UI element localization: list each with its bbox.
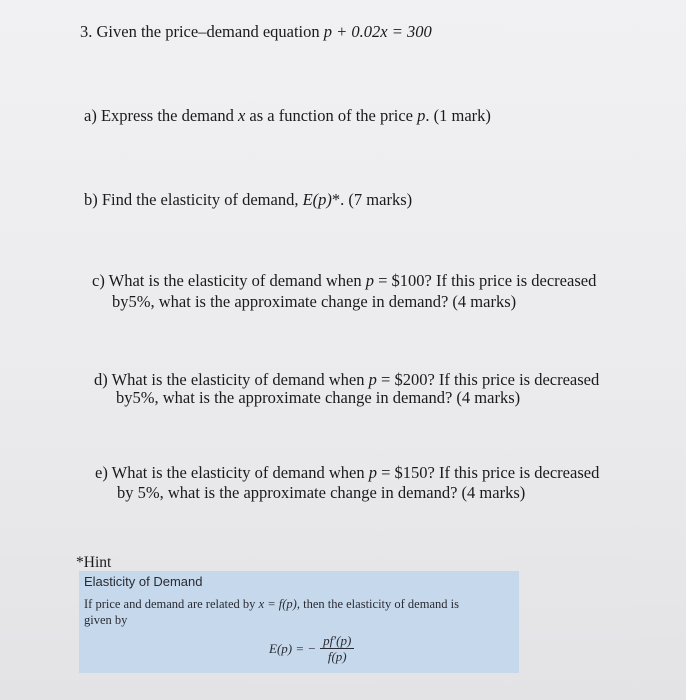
part-d-label: d) [94,370,108,389]
part-e-expr: p [368,463,377,482]
hint-relation: x = f(p) [258,597,297,611]
part-c-expr: p [365,271,374,290]
part-a-var-x: x [237,106,246,125]
question-stem-text: Given the price–demand equation [96,22,320,41]
part-d-text-after: = $200? If this price is decreased [381,370,600,389]
part-e-line-1 [95,463,599,483]
part-c-label: c) [92,271,105,290]
part-d-line-2: by5%, what is the approximate change in demand? (4 marks) [116,388,521,407]
part-b-expr: E(p) [302,190,332,209]
formula-lhs: E(p) = − [269,640,317,656]
part-e-line-2: by 5%, what is the approximate change in demand? (4 marks) [117,483,526,502]
part-c-text-before: What is the elasticity of demand when [108,271,362,290]
part-b [84,190,412,210]
part-e-text-before: What is the elasticity of demand when [111,463,365,482]
hint-title: Elasticity of Demand [84,574,203,589]
part-e-label: e) [95,463,108,482]
part-a-label: a) [84,106,97,125]
hint-text-line-1 [84,597,459,612]
part-d-text-before: What is the elasticity of demand when [111,370,365,389]
formula-fraction [320,633,354,664]
question-3-stem [80,22,432,42]
part-c-text-after: = $100? If this price is decreased [378,271,597,290]
hint-text-after: , then the elasticity of demand is [296,597,459,611]
part-a-text-middle: as a function of the price [249,106,413,125]
hint-label: *Hint [76,554,112,571]
hint-box [79,571,519,673]
part-d-expr: p [368,370,377,389]
formula-numerator: pf′(p) [320,633,354,649]
part-b-label: b) [84,190,98,209]
hint-text-before: If price and demand are related by [84,597,256,611]
part-a-text-before: Express the demand [100,106,234,125]
price-demand-equation: p + 0.02x = 300 [323,22,432,41]
formula-denominator: f(p) [327,649,347,664]
part-c-line-1 [92,271,596,291]
part-c-line-2: by5%, what is the approximate change in demand? (4 marks) [112,292,517,311]
part-a-var-p: p [417,106,426,125]
part-e-text-after: = $150? If this price is decreased [381,463,600,482]
question-number: 3. [80,22,93,41]
part-a [84,106,491,126]
part-b-text-after: *. (7 marks) [331,190,413,209]
elasticity-formula [269,633,354,664]
part-a-text-after: . (1 mark) [425,106,491,125]
hint-text-line-2: given by [84,613,128,627]
part-d-line-1 [94,370,599,390]
part-b-text-before: Find the elasticity of demand, [101,190,299,209]
